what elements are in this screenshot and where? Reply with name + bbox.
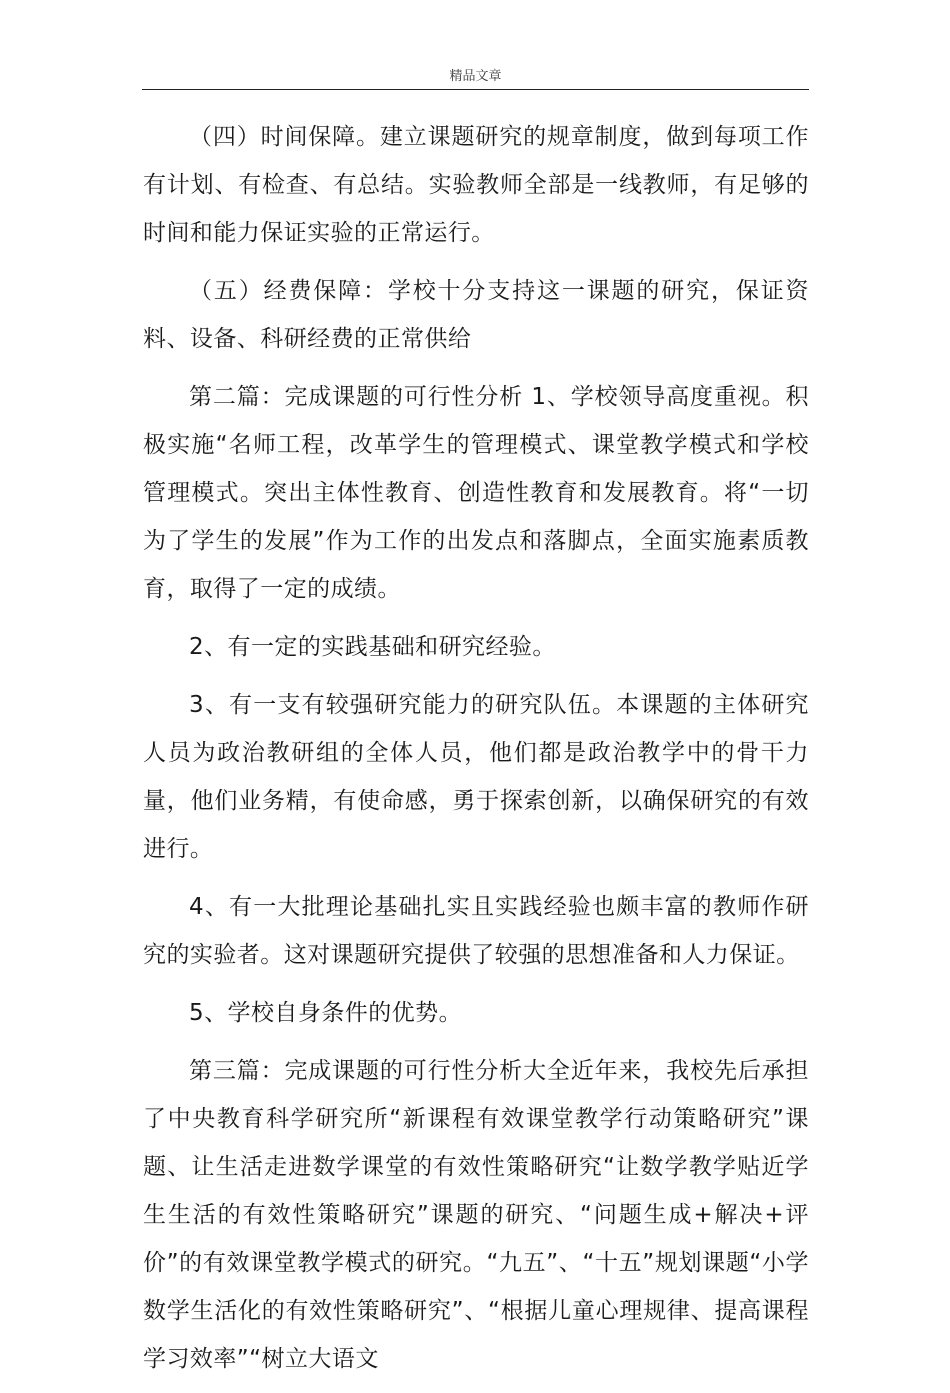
paragraph-item-4: 4、有一大批理论基础扎实且实践经验也颇丰富的教师作研究的实验者。这对课题研究提供了较强的思想准备和人力保证。	[143, 894, 809, 968]
paragraph-item-3: 3、有一支有较强研究能力的研究队伍。本课题的主体研究人员为政治教研组的全体人员，他们都是政治教学中的骨干力量，他们业务精，有使命感，勇于探索创新，以确保研究的有效进行。	[143, 692, 809, 862]
paragraph-time-guarantee: （四）时间保障。建立课题研究的规章制度，做到每项工作有计划、有检查、有总结。实验教师全部是一线教师，有足够的时间和能力保证实验的正常运行。	[143, 124, 809, 246]
document-body	[143, 113, 809, 1393]
page-header: 精品文章	[449, 69, 502, 84]
paragraph-part-three: 第三篇：完成课题的可行性分析大全近年来，我校先后承担了中央教育科学研究所“新课程有效课堂教学行动策略研究”课题、让生活走进数学课堂的有效性策略研究“让数学教学贴近学生生活的有效性策略研究”课题的研究、“问题生成+解决+评价”的有效课堂教学模式的研究。“九五”、“十五”规划课题“小学数学生活化的有效性策略研究”、“根据儿童心理规律、提高课程学习效率”“树立大语文	[143, 1058, 809, 1372]
paragraph-part-two-intro: 第二篇：完成课题的可行性分析 1、学校领导高度重视。积极实施“名师工程，改革学生的管理模式、课堂教学模式和学校管理模式。突出主体性教育、创造性教育和发展教育。将“一切为了学生的发展”作为工作的出发点和落脚点，全面实施素质教育，取得了一定的成绩。	[143, 384, 809, 602]
paragraph-funding-guarantee: （五）经费保障：学校十分支持这一课题的研究，保证资料、设备、科研经费的正常供给	[143, 278, 809, 352]
paragraph-item-5: 5、学校自身条件的优势。	[189, 1000, 463, 1026]
paragraph-item-2: 2、有一定的实践基础和研究经验。	[189, 634, 556, 660]
header-divider	[142, 89, 809, 90]
